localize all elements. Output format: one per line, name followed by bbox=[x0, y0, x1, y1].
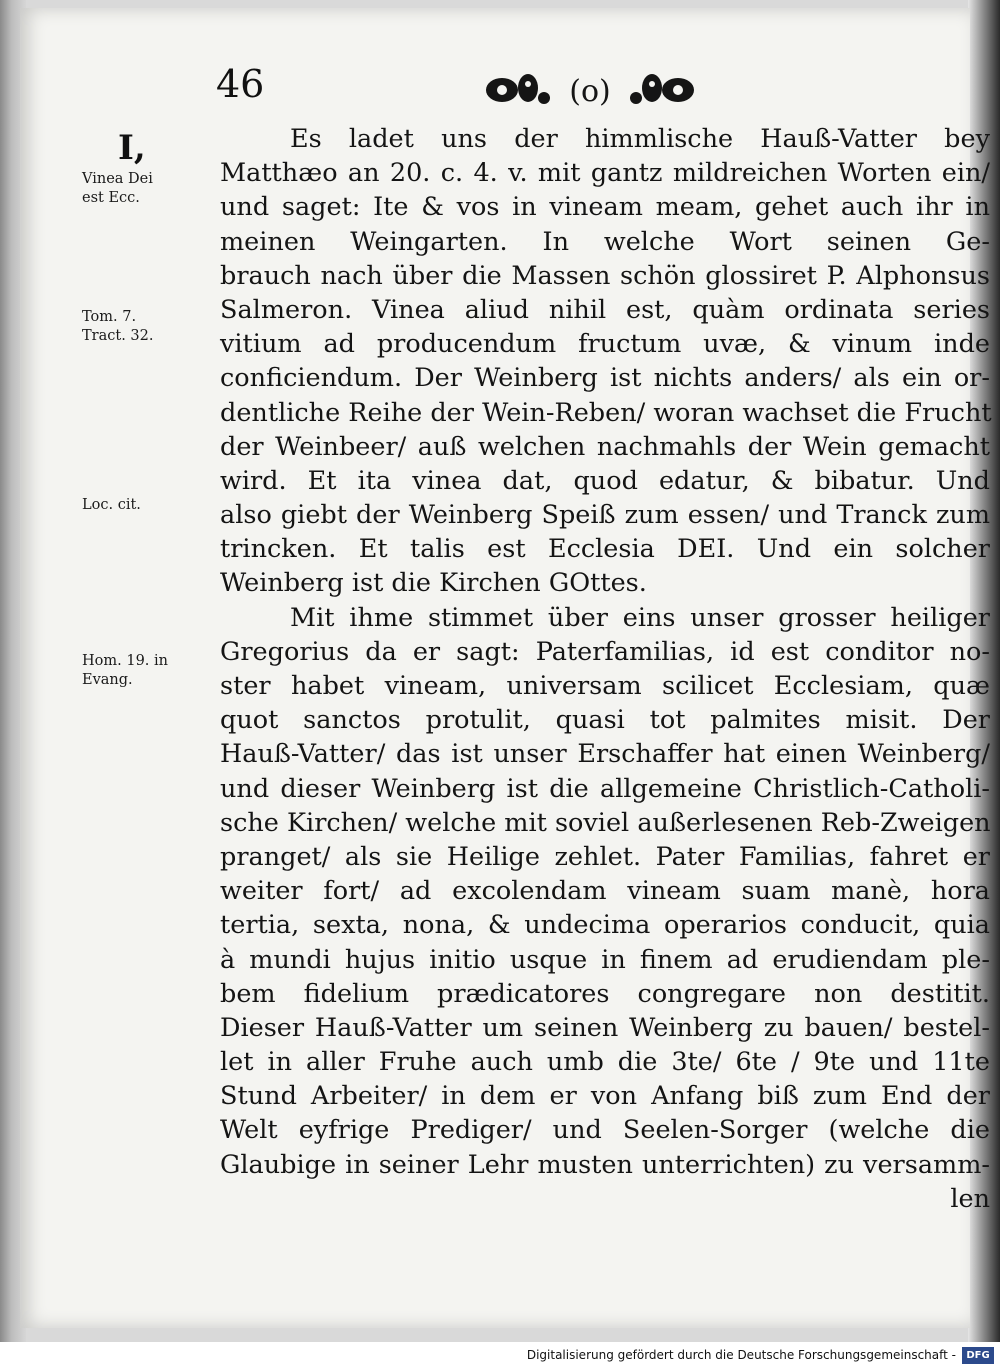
text-line: ster habet vineam, universam scilicet Ecclesiam, quæ bbox=[220, 671, 990, 701]
text-line: Glaubige in seiner Lehr musten unterrichten) zu versamm- bbox=[220, 1149, 990, 1180]
text-line: bem fidelium prædicatores congregare non destitit. bbox=[220, 978, 990, 1009]
text-line: Matthæo an 20. c. 4. v. mit gantz mildreichen Worten ein/ bbox=[220, 158, 990, 189]
text-line: Welt eyfrige Prediger/ und Seelen-Sorger (welche die bbox=[220, 1115, 990, 1146]
text-line: pranget/ als sie Heilige zehlet. Pater Familias, fahret er bbox=[220, 841, 990, 872]
margin-note-hom bbox=[82, 652, 202, 690]
text-line: und saget: Ite & vos in vineam meam, gehet auch ihr in bbox=[220, 192, 990, 223]
header-ornament-icon bbox=[480, 68, 700, 112]
text-line: trincken. Et talis est Ecclesia DEI. Und ein solcher bbox=[220, 534, 990, 565]
margin-note-line: Tom. 7. bbox=[82, 309, 137, 325]
text-line: und dieser Weinberg ist die allgemeine Christlich-Catholi- bbox=[220, 773, 990, 804]
text-line: brauch nach über die Massen schön glossiret P. Alphonsus bbox=[220, 260, 990, 291]
text-line: conficiendum. Der Weinberg ist nichts anders/ als ein or- bbox=[220, 363, 990, 394]
text-line: meinen Weingarten. In welche Wort seinen Ge- bbox=[220, 226, 990, 257]
margin-note-loc bbox=[82, 496, 202, 515]
margin-note-line: Evang. bbox=[82, 672, 133, 688]
margin-note-line: Tract. 32. bbox=[82, 328, 154, 344]
footer-credit: Digitalisierung gefördert durch die Deutsche Forschungsgemeinschaft - bbox=[526, 1348, 956, 1362]
text-line: vitium ad producendum fructum uvæ, & vinum inde bbox=[220, 329, 990, 360]
text-line: len bbox=[950, 1183, 990, 1214]
text-line: dentliche Reihe der Wein-Reben/ woran wachset die Frucht bbox=[220, 397, 992, 428]
body-text bbox=[220, 122, 990, 1216]
section-number: I, bbox=[118, 128, 146, 168]
text-line: sche Kirchen/ welche mit soviel außerlesenen Reb-Zweigen bbox=[220, 807, 991, 838]
text-line: Dieser Hauß-Vatter um seinen Weinberg zu bauen/ bestel- bbox=[220, 1012, 990, 1043]
margin-note-line: Vinea Dei bbox=[82, 171, 153, 187]
margin-note-vinea bbox=[82, 170, 202, 208]
text-line: Mit ihme stimmet über eins unser grosser heiliger bbox=[290, 602, 990, 633]
dfg-logo-icon: DFG bbox=[962, 1347, 994, 1364]
margin-note-tom bbox=[82, 308, 202, 346]
text-line: Gregorius da er sagt: Paterfamilias, id est conditor no- bbox=[220, 636, 990, 667]
page-header bbox=[210, 62, 710, 112]
text-line: also giebt der Weinberg Speiß zum essen/ und Tranck zum bbox=[220, 500, 990, 531]
page-number: 46 bbox=[216, 62, 265, 106]
text-line: Es ladet uns der himmlische Hauß-Vatter bey bbox=[290, 124, 990, 154]
text-line: quot sanctos protulit, quasi tot palmites misit. Der bbox=[220, 705, 990, 736]
text-line: tertia, sexta, nona, & undecima operarios conducit, quia bbox=[220, 910, 990, 941]
margin-note-line: est Ecc. bbox=[82, 190, 140, 206]
text-line: let in aller Fruhe auch umb die 3te/ 6te / 9te und 11te bbox=[220, 1047, 990, 1078]
text-line: der Weinbeer/ auß welchen nachmahls der Wein gemacht bbox=[220, 431, 990, 462]
text-line: Salmeron. Vinea aliud nihil est, quàm ordinata series bbox=[220, 294, 990, 325]
margin-note-line: Hom. 19. in bbox=[82, 653, 168, 669]
text-line: Stund Arbeiter/ in dem er von Anfang biß zum End der bbox=[220, 1081, 990, 1112]
ornament-center-text: (o) bbox=[569, 74, 611, 109]
text-line: Hauß-Vatter/ das ist unser Erschaffer hat einen Weinberg/ bbox=[220, 739, 990, 770]
text-line: Weinberg ist die Kirchen GOttes. bbox=[220, 568, 647, 599]
text-line: à mundi hujus initio usque in finem ad erudiendam ple- bbox=[220, 944, 990, 975]
margin-note-line: Loc. cit. bbox=[82, 497, 141, 513]
text-line: weiter fort/ ad excolendam vineam suam manè, hora bbox=[220, 876, 990, 907]
footer-bar bbox=[0, 1342, 1000, 1370]
text-line: wird. Et ita vinea dat, quod edatur, & bibatur. Und bbox=[220, 465, 990, 496]
